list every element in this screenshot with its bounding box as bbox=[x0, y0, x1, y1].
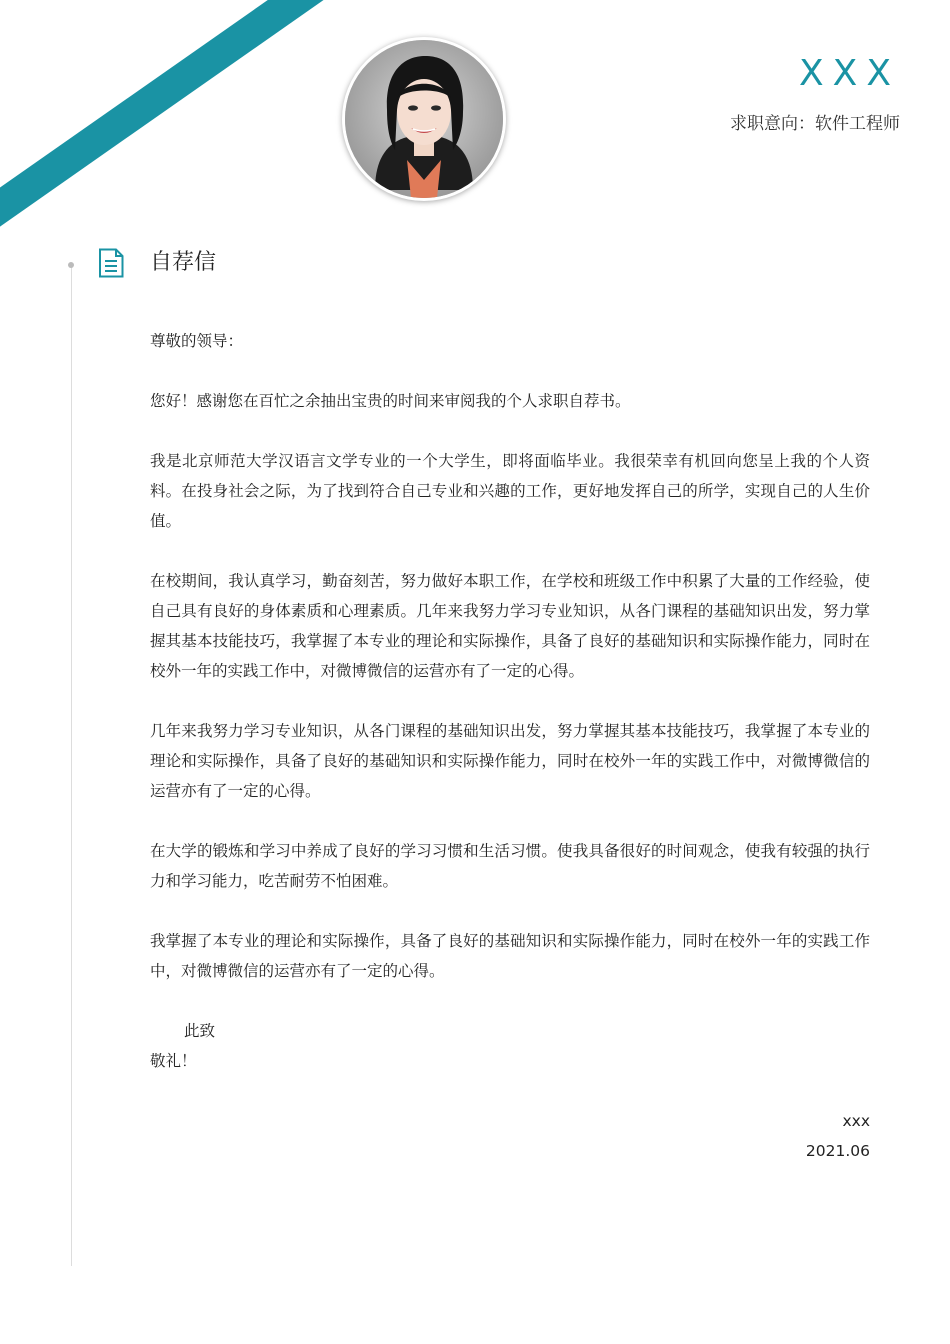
section-title: 自荐信 bbox=[150, 250, 217, 275]
letter-paragraph: 我掌握了本专业的理论和实际操作，具备了良好的基础知识和实际操作能力，同时在校外一年的实践工作中，对微博微信的运营亦有了一定的心得。 bbox=[150, 932, 870, 980]
timeline-dot bbox=[68, 262, 74, 268]
letter-paragraph: 在大学的锻炼和学习中养成了良好的学习习惯和生活习惯。使我具备很好的时间观念，使我有较强的执行力和学习能力，吃苦耐劳不怕困难。 bbox=[150, 842, 870, 890]
letter-paragraph: 几年来我努力学习专业知识，从各门课程的基础知识出发，努力掌握其基本技能技巧，我掌握了本专业的理论和实际操作，具备了良好的基础知识和实际操作能力，同时在校外一年的实践工作中，对微博微信的运营亦有了一定的心得。 bbox=[150, 722, 870, 800]
letter-paragraph: 在校期间，我认真学习，勤奋刻苦，努力做好本职工作，在学校和班级工作中积累了大量的工作经验，使自己具有良好的身体素质和心理素质。几年来我努力学习专业知识，从各门课程的基础知识出发，努力掌握其基本技能技巧，我掌握了本专业的理论和实际操作，具备了良好的基础知识和实际操作能力，同时在校外一年的实践工作中，对微博微信的运营亦有了一定的心得。 bbox=[150, 572, 870, 680]
avatar bbox=[342, 37, 506, 201]
letter-regards: 敬礼！ bbox=[150, 1052, 197, 1070]
timeline-line bbox=[71, 264, 72, 1266]
letter-closing: 此致 bbox=[184, 1022, 216, 1040]
profile-photo bbox=[345, 40, 503, 198]
letter-date: 2021.06 bbox=[805, 1142, 870, 1160]
job-intent: 求职意向：软件工程师 bbox=[730, 114, 900, 134]
letter-paragraph: 您好！感谢您在百忙之余抽出宝贵的时间来审阅我的个人求职自荐书。 bbox=[150, 392, 631, 410]
letter-paragraph: 我是北京师范大学汉语言文学专业的一个大学生，即将面临毕业。我很荣幸有机回向您呈上我的个人资料。在投身社会之际，为了找到符合自己专业和兴趣的工作，更好地发挥自己的所学，实现自己的人生价值。 bbox=[150, 452, 870, 530]
letter-signature: xxx bbox=[842, 1112, 870, 1130]
letter-body bbox=[150, 326, 870, 1166]
document-icon bbox=[97, 248, 125, 278]
decorative-diagonal-band bbox=[0, 0, 339, 241]
letter-salutation: 尊敬的领导： bbox=[150, 332, 244, 350]
candidate-name: XXX bbox=[799, 53, 900, 94]
